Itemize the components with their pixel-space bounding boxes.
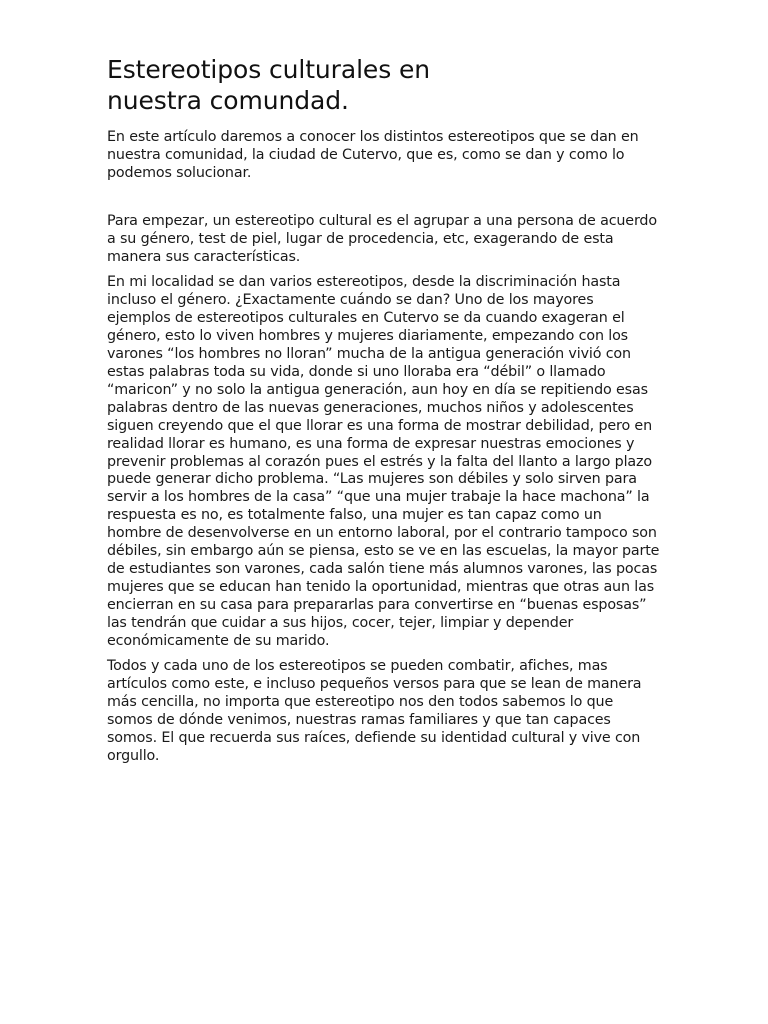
paragraph-conclusion: Todos y cada uno de los estereotipos se pueden combatir, afiches, mas artículos como este, e incluso pequeños versos para que se lean de manera más cencilla, no importa que estereotipo nos den todos sabemos lo que somos de dónde venimos, nuestras ramas familiares y que tan capaces somos. El que recuerda sus raíces, defiende su identidad cultural y vive con orgullo. <box>107 658 642 764</box>
paragraph-intro: En este artículo daremos a conocer los distintos estereotipos que se dan en nuestra comunidad, la ciudad de Cutervo, que es, como se dan y como lo podemos solucionar. <box>107 129 639 181</box>
paragraph-examples: En mi localidad se dan varios estereotipos, desde la discriminación hasta incluso el género. ¿Exactamente cuándo se dan? Uno de los mayores ejemplos de estereotipos culturales en Cutervo se da cuando exageran el género, esto lo viven hombres y mujeres diariamente, empezando con los varones “los hombres no lloran” mucha de la antigua generación vivió con estas palabras toda su vida, donde si uno lloraba era “débil” o llamado “maricon” y no solo la antigua generación, aun hoy en día se repitiendo esas palabras dentro de las nuevas generaciones, muchos niños y adolescentes siguen creyendo que el que llorar es una forma de mostrar debilidad, pero en realidad llorar es humano, es una forma de expresar nuestras emociones y prevenir problemas al corazón pues el estrés y la falta del llanto a largo plazo puede generar dicho problema. “Las mujeres son débiles y solo sirven para servir a los hombres de la casa” “que una mujer trabaje la hace machona” la respuesta es no, es totalmente falso, una mujer es tan capaz como un hombre de desenvolverse en un entorno laboral, por el contrario tampoco son débiles, sin embargo aún se piensa, esto se ve en las escuelas, la mayor parte de estudiantes son varones, cada salón tiene más alumnos varones, las pocas mujeres que se educan han tenido la oportunidad, mientras que otras aun las encierran en su casa para prepararlas para convertirse en “buenas esposas” las tendrán que cuidar a sus hijos, cocer, tejer, limpiar y depender económicamente de su marido. <box>107 274 660 649</box>
document-title: Estereotipos culturales en nuestra comundad. <box>107 55 430 115</box>
document-body <box>107 129 660 766</box>
paragraph-definition: Para empezar, un estereotipo cultural es el agrupar a una persona de acuerdo a su género, test de piel, lugar de procedencia, etc, exagerando de esta manera sus características. <box>107 212 657 265</box>
